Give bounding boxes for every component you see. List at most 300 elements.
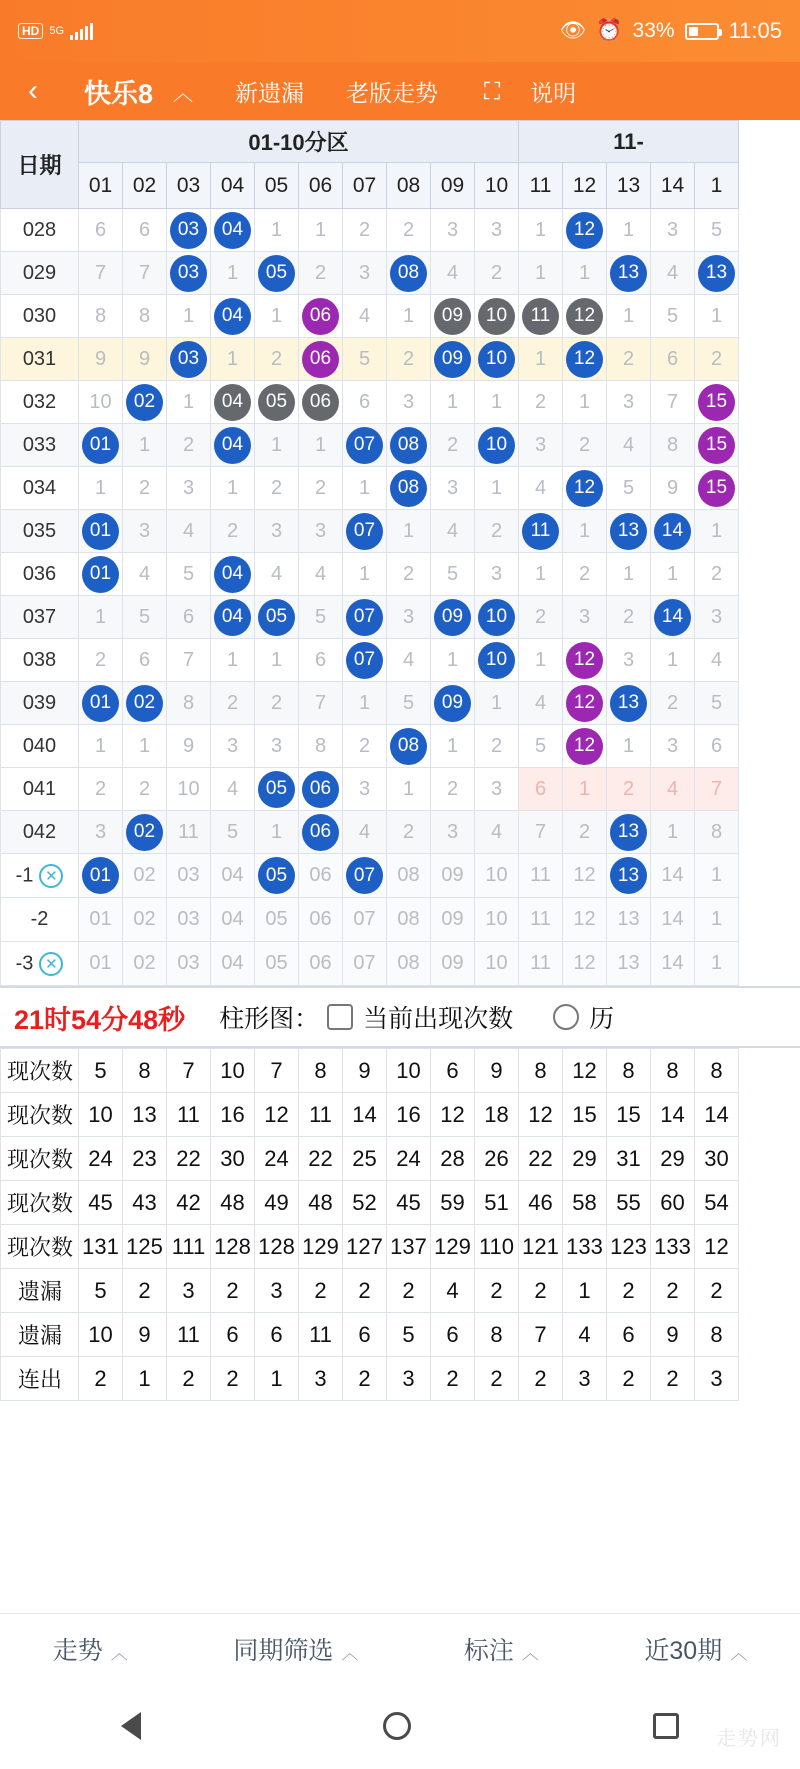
cell[interactable]: 1 <box>387 295 431 338</box>
column-header-13[interactable]: 13 <box>607 163 651 209</box>
cell[interactable]: 2 <box>299 252 343 295</box>
number-ball[interactable]: 06 <box>302 771 339 808</box>
cell[interactable]: 2 <box>123 768 167 811</box>
cell[interactable] <box>79 510 123 553</box>
cell[interactable]: 2 <box>431 768 475 811</box>
cell[interactable] <box>123 682 167 725</box>
cell[interactable] <box>211 381 255 424</box>
cell[interactable] <box>299 338 343 381</box>
number-ball[interactable]: 13 <box>610 255 647 292</box>
cell[interactable]: 7 <box>167 639 211 682</box>
table-row[interactable] <box>1 467 739 510</box>
cell[interactable]: 1 <box>519 553 563 596</box>
cell[interactable]: 5 <box>519 725 563 768</box>
cell[interactable] <box>123 381 167 424</box>
cell[interactable]: 1 <box>255 209 299 252</box>
cell[interactable]: 6 <box>123 639 167 682</box>
cell[interactable]: 5 <box>651 295 695 338</box>
number-ball[interactable]: 05 <box>258 771 295 808</box>
number-ball[interactable]: 10 <box>478 298 515 335</box>
cell[interactable]: 1 <box>475 467 519 510</box>
cell[interactable]: 1 <box>695 510 739 553</box>
selection-cell[interactable]: 03 <box>167 854 211 898</box>
selection-cell[interactable]: 05 <box>255 942 299 986</box>
number-ball[interactable]: 15 <box>698 470 735 507</box>
cell[interactable]: 11 <box>167 811 211 854</box>
cell[interactable]: 1 <box>343 467 387 510</box>
cell[interactable]: 8 <box>299 725 343 768</box>
cell[interactable] <box>563 338 607 381</box>
column-header-05[interactable]: 05 <box>255 163 299 209</box>
chevron-up-icon[interactable]: ︿ <box>173 82 194 105</box>
cell[interactable] <box>167 252 211 295</box>
number-ball[interactable]: 04 <box>214 599 251 636</box>
selection-cell[interactable]: 14 <box>651 942 695 986</box>
cell[interactable]: 3 <box>167 467 211 510</box>
cell[interactable] <box>211 424 255 467</box>
number-ball[interactable]: 04 <box>214 212 251 249</box>
cell[interactable] <box>343 596 387 639</box>
triangle-back-icon[interactable] <box>121 1712 141 1740</box>
cell[interactable]: 5 <box>211 811 255 854</box>
cell[interactable]: 5 <box>607 467 651 510</box>
cell[interactable]: 5 <box>123 596 167 639</box>
column-header-03[interactable]: 03 <box>167 163 211 209</box>
cell[interactable]: 4 <box>519 467 563 510</box>
selection-cell[interactable]: 14 <box>651 898 695 942</box>
cell[interactable] <box>211 295 255 338</box>
cell[interactable] <box>475 596 519 639</box>
column-header-11[interactable]: 11 <box>519 163 563 209</box>
cell[interactable] <box>79 424 123 467</box>
cell[interactable]: 2 <box>563 424 607 467</box>
cell[interactable]: 3 <box>79 811 123 854</box>
cell[interactable]: 3 <box>123 510 167 553</box>
cell[interactable] <box>211 209 255 252</box>
cell[interactable] <box>607 252 651 295</box>
cell[interactable] <box>475 424 519 467</box>
selection-cell[interactable]: 07 <box>343 942 387 986</box>
number-ball[interactable]: 09 <box>434 341 471 378</box>
number-ball[interactable]: 03 <box>170 255 207 292</box>
cell[interactable]: 1 <box>563 252 607 295</box>
selection-row-label[interactable] <box>1 854 79 898</box>
table-row[interactable] <box>1 381 739 424</box>
cell[interactable]: 1 <box>475 682 519 725</box>
number-ball[interactable]: 01 <box>82 513 119 550</box>
number-ball[interactable]: 13 <box>698 255 735 292</box>
selection-cell[interactable]: 02 <box>123 898 167 942</box>
cell[interactable]: 5 <box>695 209 739 252</box>
cell[interactable]: 2 <box>475 252 519 295</box>
cell[interactable]: 2 <box>387 811 431 854</box>
cell[interactable] <box>343 510 387 553</box>
chart-options-bar[interactable] <box>0 986 800 1048</box>
system-navigation-bar[interactable] <box>0 1683 800 1769</box>
cell[interactable] <box>695 424 739 467</box>
cell[interactable]: 1 <box>79 725 123 768</box>
selection-cell[interactable]: 12 <box>563 854 607 898</box>
selection-cell[interactable]: 09 <box>431 854 475 898</box>
cell[interactable] <box>607 510 651 553</box>
number-ball[interactable]: 01 <box>82 427 119 464</box>
cell[interactable]: 1 <box>519 209 563 252</box>
cell[interactable] <box>475 639 519 682</box>
cell[interactable]: 1 <box>299 209 343 252</box>
number-ball[interactable]: 07 <box>346 642 383 679</box>
cell[interactable] <box>387 252 431 295</box>
cell[interactable]: 1 <box>343 682 387 725</box>
cell[interactable]: 3 <box>431 811 475 854</box>
cell[interactable]: 3 <box>211 725 255 768</box>
number-ball[interactable]: 12 <box>566 212 603 249</box>
cell[interactable]: 1 <box>695 295 739 338</box>
cell[interactable] <box>255 381 299 424</box>
selection-row[interactable] <box>1 942 739 986</box>
cell[interactable]: 7 <box>519 811 563 854</box>
selection-cell[interactable]: 09 <box>431 898 475 942</box>
cell[interactable]: 1 <box>651 553 695 596</box>
number-ball[interactable]: 11 <box>522 298 559 335</box>
cell[interactable]: 1 <box>651 639 695 682</box>
cell[interactable] <box>563 725 607 768</box>
number-ball[interactable]: 02 <box>126 685 163 722</box>
table-row[interactable] <box>1 768 739 811</box>
number-ball[interactable]: 12 <box>566 685 603 722</box>
table-row[interactable] <box>1 811 739 854</box>
cell[interactable]: 2 <box>475 725 519 768</box>
cell[interactable]: 3 <box>651 725 695 768</box>
number-ball[interactable]: 12 <box>566 341 603 378</box>
current-count-label[interactable]: 当前出现次数 <box>363 1005 514 1033</box>
cell[interactable]: 1 <box>519 252 563 295</box>
cell[interactable]: 3 <box>343 768 387 811</box>
cell[interactable] <box>431 682 475 725</box>
cell[interactable]: 2 <box>79 639 123 682</box>
number-ball[interactable]: 09 <box>434 298 471 335</box>
bottom-nav-trend[interactable] <box>53 1631 128 1667</box>
cell[interactable]: 3 <box>607 639 651 682</box>
cell[interactable]: 4 <box>299 553 343 596</box>
selection-cell[interactable]: 08 <box>387 898 431 942</box>
cell[interactable] <box>431 596 475 639</box>
cell[interactable]: 1 <box>299 424 343 467</box>
number-ball[interactable]: 03 <box>170 341 207 378</box>
selection-cell[interactable] <box>255 854 299 898</box>
table-row[interactable] <box>1 725 739 768</box>
number-ball[interactable]: 07 <box>346 427 383 464</box>
cell[interactable]: 4 <box>387 639 431 682</box>
cell[interactable]: 2 <box>387 338 431 381</box>
number-ball[interactable]: 08 <box>390 470 427 507</box>
cell[interactable]: 8 <box>79 295 123 338</box>
cell[interactable]: 1 <box>431 381 475 424</box>
cell[interactable]: 3 <box>431 209 475 252</box>
cell[interactable]: 2 <box>475 510 519 553</box>
cell[interactable] <box>651 510 695 553</box>
cell[interactable]: 4 <box>475 811 519 854</box>
trend-table[interactable] <box>0 120 739 986</box>
number-ball[interactable]: 15 <box>698 427 735 464</box>
number-ball[interactable]: 01 <box>82 685 119 722</box>
selection-cell[interactable]: 11 <box>519 942 563 986</box>
cell[interactable] <box>387 424 431 467</box>
column-header-01[interactable]: 01 <box>79 163 123 209</box>
selection-cell[interactable]: 08 <box>387 942 431 986</box>
cell[interactable]: 3 <box>519 424 563 467</box>
cell[interactable]: 2 <box>211 510 255 553</box>
selection-cell[interactable]: 04 <box>211 854 255 898</box>
cell[interactable]: 1 <box>607 553 651 596</box>
cell[interactable]: 4 <box>343 811 387 854</box>
tab-old-trend[interactable]: 老版走势 <box>346 79 439 106</box>
cell[interactable]: 2 <box>607 768 651 811</box>
tab-instructions[interactable]: 说明 <box>530 79 577 106</box>
cell[interactable]: 4 <box>167 510 211 553</box>
column-header-06[interactable]: 06 <box>299 163 343 209</box>
cell[interactable]: 1 <box>563 510 607 553</box>
table-row[interactable] <box>1 295 739 338</box>
cell[interactable]: 1 <box>79 596 123 639</box>
selection-cell[interactable]: 06 <box>299 898 343 942</box>
cell[interactable]: 3 <box>607 381 651 424</box>
number-ball[interactable]: 05 <box>258 857 295 894</box>
cell[interactable]: 9 <box>79 338 123 381</box>
cell[interactable]: 10 <box>167 768 211 811</box>
number-ball[interactable]: 04 <box>214 298 251 335</box>
selection-cell[interactable]: 06 <box>299 942 343 986</box>
cell[interactable]: 2 <box>563 553 607 596</box>
cell[interactable] <box>255 596 299 639</box>
cell[interactable]: 3 <box>475 553 519 596</box>
cell[interactable]: 1 <box>255 639 299 682</box>
cell[interactable]: 2 <box>519 596 563 639</box>
cell[interactable]: 2 <box>563 811 607 854</box>
cell[interactable]: 3 <box>299 510 343 553</box>
cell[interactable]: 7 <box>79 252 123 295</box>
bottom-toolbar[interactable] <box>0 1613 800 1683</box>
number-ball[interactable]: 10 <box>478 599 515 636</box>
number-ball[interactable]: 14 <box>654 513 691 550</box>
cell[interactable]: 2 <box>123 467 167 510</box>
bottom-nav-filter[interactable] <box>233 1631 358 1667</box>
column-header-07[interactable]: 07 <box>343 163 387 209</box>
cell[interactable]: 4 <box>431 252 475 295</box>
cell[interactable] <box>299 295 343 338</box>
number-ball[interactable]: 07 <box>346 857 383 894</box>
column-header-12[interactable]: 12 <box>563 163 607 209</box>
number-ball[interactable]: 07 <box>346 599 383 636</box>
cell[interactable] <box>211 596 255 639</box>
selection-cell[interactable]: 13 <box>607 942 651 986</box>
cell[interactable]: 6 <box>519 768 563 811</box>
cell[interactable] <box>563 682 607 725</box>
number-ball[interactable]: 04 <box>214 427 251 464</box>
cell[interactable]: 3 <box>431 467 475 510</box>
cell[interactable] <box>255 252 299 295</box>
cell[interactable]: 3 <box>255 725 299 768</box>
cell[interactable]: 1 <box>211 639 255 682</box>
cell[interactable] <box>475 338 519 381</box>
current-count-checkbox[interactable] <box>327 1004 353 1030</box>
number-ball[interactable]: 05 <box>258 384 295 421</box>
number-ball[interactable]: 08 <box>390 427 427 464</box>
cell[interactable] <box>167 209 211 252</box>
cell[interactable]: 4 <box>123 553 167 596</box>
selection-cell[interactable]: 11 <box>519 898 563 942</box>
trend-grid[interactable] <box>0 120 800 986</box>
cell[interactable]: 2 <box>695 338 739 381</box>
cell[interactable]: 2 <box>607 338 651 381</box>
cell[interactable]: 3 <box>475 209 519 252</box>
close-icon[interactable]: ✕ <box>39 864 63 888</box>
column-header-09[interactable]: 09 <box>431 163 475 209</box>
number-ball[interactable]: 05 <box>258 599 295 636</box>
number-ball[interactable]: 01 <box>82 857 119 894</box>
cell[interactable]: 2 <box>519 381 563 424</box>
cell[interactable]: 5 <box>343 338 387 381</box>
selection-cell[interactable]: 01 <box>79 942 123 986</box>
selection-cell[interactable]: 09 <box>431 942 475 986</box>
number-ball[interactable]: 10 <box>478 427 515 464</box>
cell[interactable]: 1 <box>475 381 519 424</box>
number-ball[interactable]: 13 <box>610 857 647 894</box>
table-row[interactable] <box>1 424 739 467</box>
number-ball[interactable]: 13 <box>610 814 647 851</box>
cell[interactable]: 8 <box>167 682 211 725</box>
back-button[interactable]: ‹ <box>28 74 38 107</box>
cell[interactable]: 1 <box>123 725 167 768</box>
cell[interactable] <box>563 295 607 338</box>
cell[interactable]: 1 <box>519 338 563 381</box>
cell[interactable]: 1 <box>255 811 299 854</box>
cell[interactable]: 1 <box>431 639 475 682</box>
cell[interactable]: 3 <box>387 381 431 424</box>
cell[interactable]: 4 <box>651 768 695 811</box>
selection-row-label[interactable] <box>1 942 79 986</box>
cell[interactable]: 5 <box>167 553 211 596</box>
fullscreen-icon[interactable]: ⛶ <box>484 77 501 104</box>
number-ball[interactable]: 02 <box>126 384 163 421</box>
cell[interactable]: 1 <box>651 811 695 854</box>
selection-cell[interactable]: 08 <box>387 854 431 898</box>
cell[interactable]: 4 <box>211 768 255 811</box>
number-ball[interactable]: 13 <box>610 513 647 550</box>
cell[interactable] <box>431 295 475 338</box>
column-header-08[interactable]: 08 <box>387 163 431 209</box>
selection-cell[interactable] <box>607 854 651 898</box>
cell[interactable]: 1 <box>563 768 607 811</box>
selection-cell[interactable]: 1 <box>695 942 739 986</box>
selection-cell[interactable]: 01 <box>79 898 123 942</box>
cell[interactable]: 3 <box>475 768 519 811</box>
cell[interactable]: 2 <box>607 596 651 639</box>
cell[interactable]: 6 <box>167 596 211 639</box>
cell[interactable]: 1 <box>255 424 299 467</box>
selection-cell[interactable]: 10 <box>475 854 519 898</box>
cell[interactable]: 1 <box>607 725 651 768</box>
cell[interactable]: 1 <box>387 768 431 811</box>
table-row[interactable] <box>1 338 739 381</box>
cell[interactable]: 3 <box>387 596 431 639</box>
selection-cell[interactable]: 04 <box>211 898 255 942</box>
cell[interactable]: 2 <box>651 682 695 725</box>
cell[interactable]: 4 <box>431 510 475 553</box>
selection-cell[interactable]: 06 <box>299 854 343 898</box>
cell[interactable]: 2 <box>167 424 211 467</box>
column-header-14[interactable]: 14 <box>651 163 695 209</box>
number-ball[interactable]: 12 <box>566 642 603 679</box>
table-row[interactable] <box>1 639 739 682</box>
cell[interactable]: 7 <box>651 381 695 424</box>
cell[interactable] <box>299 768 343 811</box>
cell[interactable]: 1 <box>167 295 211 338</box>
cell[interactable] <box>695 381 739 424</box>
cell[interactable]: 8 <box>695 811 739 854</box>
cell[interactable]: 5 <box>387 682 431 725</box>
cell[interactable] <box>607 682 651 725</box>
selection-cell[interactable]: 12 <box>563 898 607 942</box>
cell[interactable] <box>475 295 519 338</box>
number-ball[interactable]: 06 <box>302 298 339 335</box>
cell[interactable]: 1 <box>343 553 387 596</box>
number-ball[interactable]: 05 <box>258 255 295 292</box>
column-header-04[interactable]: 04 <box>211 163 255 209</box>
cell[interactable] <box>167 338 211 381</box>
cell[interactable] <box>695 467 739 510</box>
cell[interactable]: 2 <box>387 553 431 596</box>
cell[interactable]: 1 <box>211 338 255 381</box>
selection-cell[interactable] <box>79 854 123 898</box>
selection-row[interactable] <box>1 898 739 942</box>
number-ball[interactable]: 06 <box>302 384 339 421</box>
cell[interactable] <box>651 596 695 639</box>
circle-home-icon[interactable] <box>383 1712 411 1740</box>
cell[interactable] <box>299 811 343 854</box>
cell[interactable]: 2 <box>299 467 343 510</box>
cell[interactable]: 1 <box>519 639 563 682</box>
cell[interactable]: 3 <box>255 510 299 553</box>
number-ball[interactable]: 08 <box>390 255 427 292</box>
cell[interactable]: 5 <box>695 682 739 725</box>
selection-row-label[interactable] <box>1 898 79 942</box>
number-ball[interactable]: 13 <box>610 685 647 722</box>
number-ball[interactable]: 07 <box>346 513 383 550</box>
column-header-1[interactable]: 1 <box>695 163 739 209</box>
column-header-10[interactable]: 10 <box>475 163 519 209</box>
selection-row[interactable] <box>1 854 739 898</box>
cell[interactable] <box>563 209 607 252</box>
tab-new-omission[interactable]: 新遗漏 <box>235 79 305 106</box>
number-ball[interactable]: 06 <box>302 814 339 851</box>
cell[interactable] <box>519 295 563 338</box>
cell[interactable]: 4 <box>255 553 299 596</box>
cell[interactable]: 2 <box>211 682 255 725</box>
cell[interactable]: 9 <box>167 725 211 768</box>
cell[interactable] <box>607 811 651 854</box>
number-ball[interactable]: 04 <box>214 384 251 421</box>
cell[interactable]: 9 <box>123 338 167 381</box>
number-ball[interactable]: 08 <box>390 728 427 765</box>
number-ball[interactable]: 09 <box>434 685 471 722</box>
cell[interactable] <box>343 639 387 682</box>
selection-cell[interactable]: 05 <box>255 898 299 942</box>
cell[interactable]: 4 <box>607 424 651 467</box>
selection-cell[interactable]: 02 <box>123 854 167 898</box>
number-ball[interactable]: 09 <box>434 599 471 636</box>
cell[interactable]: 6 <box>651 338 695 381</box>
cell[interactable]: 2 <box>255 467 299 510</box>
